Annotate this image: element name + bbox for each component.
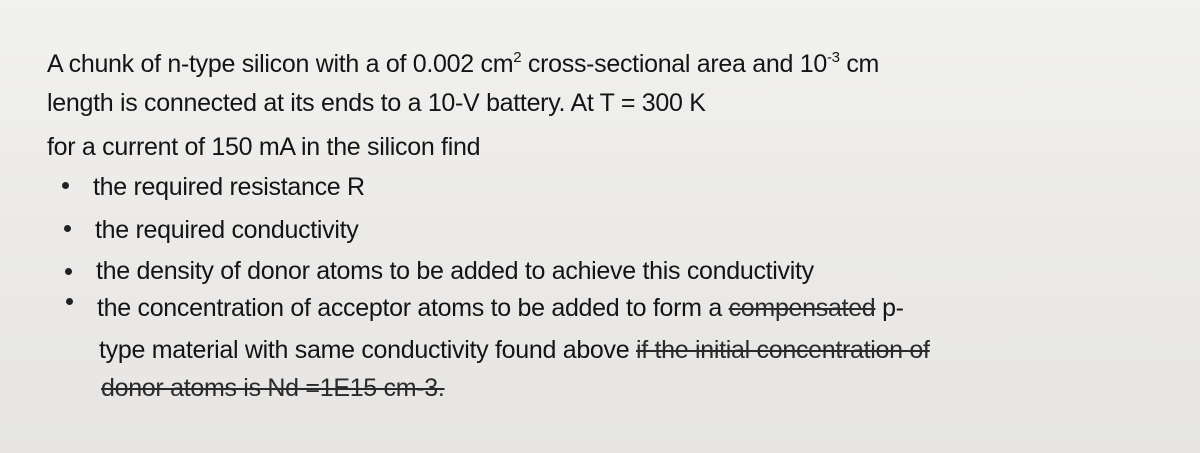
area-exponent: 2 xyxy=(513,49,522,66)
item4-line1-tail: p- xyxy=(875,294,904,322)
bullet-icon xyxy=(66,298,73,305)
item4-line1-text: the concentration of acceptor atoms to be added to form a xyxy=(97,294,729,322)
item4-line2-text: type material with same conductivity found above xyxy=(99,336,636,364)
bullet-icon xyxy=(65,268,72,275)
item4-line2-strikethrough: if the initial concentration of xyxy=(635,336,930,364)
list-item-acceptor-line-3: donor atoms is Nd =1E15 cm-3. xyxy=(101,374,445,402)
line1-text-c: cm xyxy=(839,50,880,78)
item4-line1-strikethrough: compensated xyxy=(728,294,876,322)
list-item-acceptor-line-2 xyxy=(99,334,930,366)
problem-line-2: length is connected at its ends to a 10-V battery. At T = 300 K xyxy=(47,89,706,117)
list-item-acceptor-line-1 xyxy=(97,292,904,324)
line1-text-b: cross-sectional area and 10 xyxy=(521,50,827,78)
bullet-icon xyxy=(62,182,69,189)
length-exponent: -3 xyxy=(826,49,840,66)
list-item-conductivity: the required conductivity xyxy=(95,216,359,244)
problem-line-1 xyxy=(47,48,879,80)
list-item-donor-density: the density of donor atoms to be added to achieve this conductivity xyxy=(96,257,814,285)
line1-text-a: A chunk of n-type silicon with a of 0.002 cm xyxy=(47,50,514,78)
problem-line-3: for a current of 150 mA in the silicon find xyxy=(47,133,481,161)
bullet-icon xyxy=(64,225,71,232)
list-item-resistance: the required resistance R xyxy=(93,173,365,201)
